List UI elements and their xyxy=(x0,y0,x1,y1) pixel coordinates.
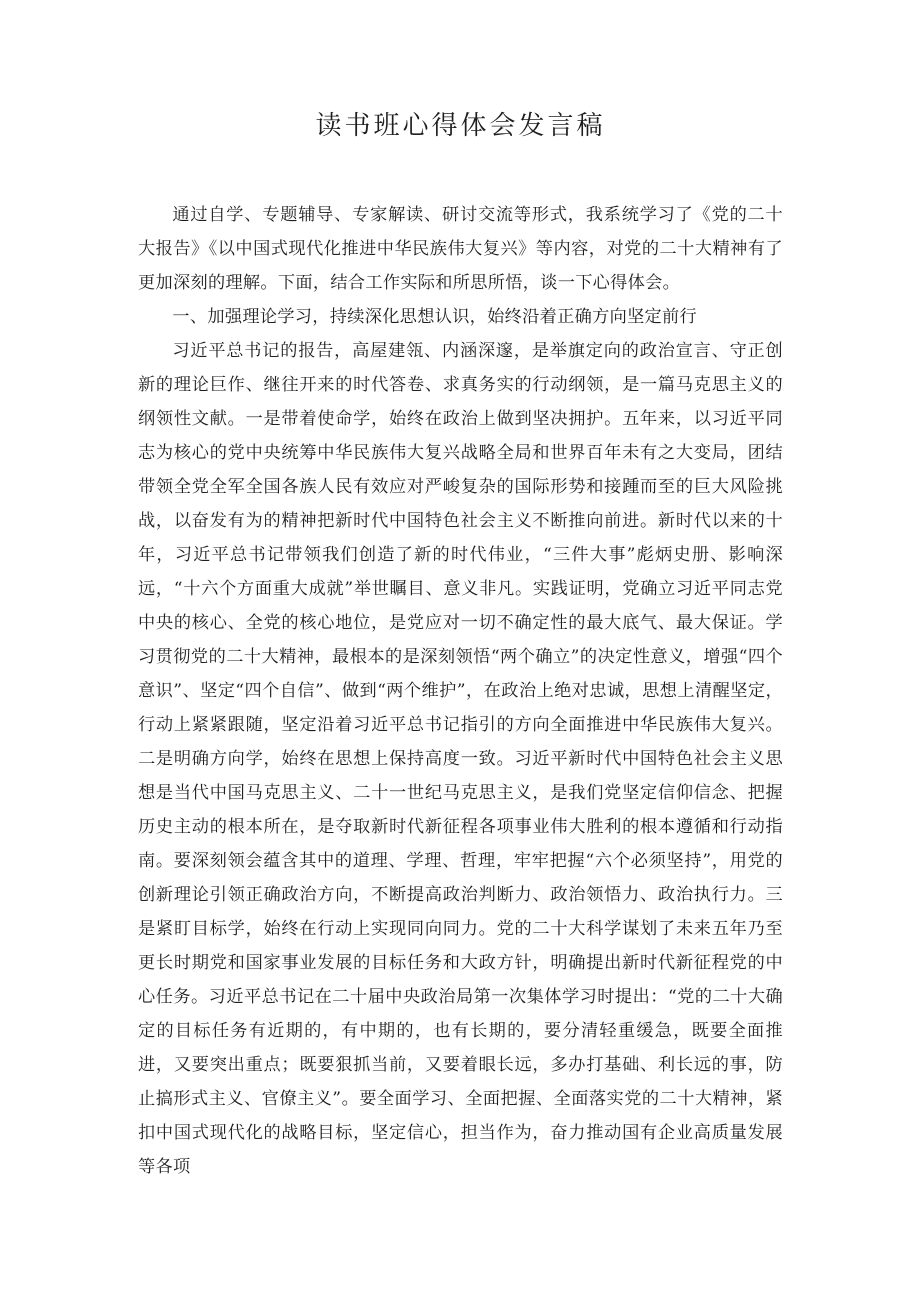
body-paragraph: 习近平总书记的报告，高屋建瓴、内涵深邃，是举旗定向的政治宣言、守正创新的理论巨作、继往开来的时代答卷、求真务实的行动纲领，是一篇马克思主义的纲领性文献。一是带着使命学，始终在政治上做到坚决拥护。五年来，以习近平同志为核心的党中央统筹中华民族伟大复兴战略全局和世界百年未有之大变局，团结带领全党全军全国各族人民有效应对严峻复杂的国际形势和接踵而至的巨大风险挑战，以奋发有为的精神把新时代中国特色社会主义不断推向前进。新时代以来的十年，习近平总书记带领我们创造了新的时代伟业，“三件大事”彪炳史册、影响深远，“十六个方面重大成就”举世瞩目、意义非凡。实践证明，党确立习近平同志党中央的核心、全党的核心地位，是党应对一切不确定性的最大底气、最大保证。学习贯彻党的二十大精神，最根本的是深刻领悟“两个确立”的决定性意义，增强“四个意识”、坚定“四个自信”、做到“两个维护”，在政治上绝对忠诚，思想上清醒坚定，行动上紧紧跟随，坚定沿着习近平总书记指引的方向全面推进中华民族伟大复兴。二是明确方向学，始终在思想上保持高度一致。习近平新时代中国特色社会主义思想是当代中国马克思主义、二十一世纪马克思主义，是我们党坚定信仰信念、把握历史主动的根本所在，是夺取新时代新征程各项事业伟大胜利的根本遵循和行动指南。要深刻领会蕴含其中的道理、学理、哲理，牢牢把握“六个必须坚持”，用党的创新理论引领正确政治方向，不断提高政治判断力、政治领悟力、政治执行力。三是紧盯目标学，始终在行动上实现同向同力。党的二十大科学谋划了未来五年乃至更长时期党和国家事业发展的目标任务和大政方针，明确提出新时代新征程党的中心任务。习近平总书记在二十届中央政治局第一次集体学习时提出：“党的二十大确定的目标任务有近期的，有中期的，也有长期的，要分清轻重缓急，既要全面推进，又要突出重点；既要狠抓当前，又要着眼长远，多办打基础、利长远的事，防止搞形式主义、官僚主义”。要全面学习、全面把握、全面落实党的二十大精神，紧扣中国式现代化的战略目标，坚定信心，担当作为，奋力推动国有企业高质量发展等各项 xyxy=(138,341,783,1177)
document-title: 读书班心得体会发言稿 xyxy=(315,111,606,141)
section-heading: 一、加强理论学习，持续深化思想认识，始终沿着正确方向坚定前行 xyxy=(172,307,698,327)
document-body xyxy=(138,198,783,1184)
intro-paragraph: 通过自学、专题辅导、专家解读、研讨交流等形式，我系统学习了《党的二十大报告》《以中国式现代化推进中华民族伟大复兴》等内容，对党的二十大精神有了更加深刻的理解。下面，结合工作实际和所思所悟，谈一下心得体会。 xyxy=(138,205,783,293)
